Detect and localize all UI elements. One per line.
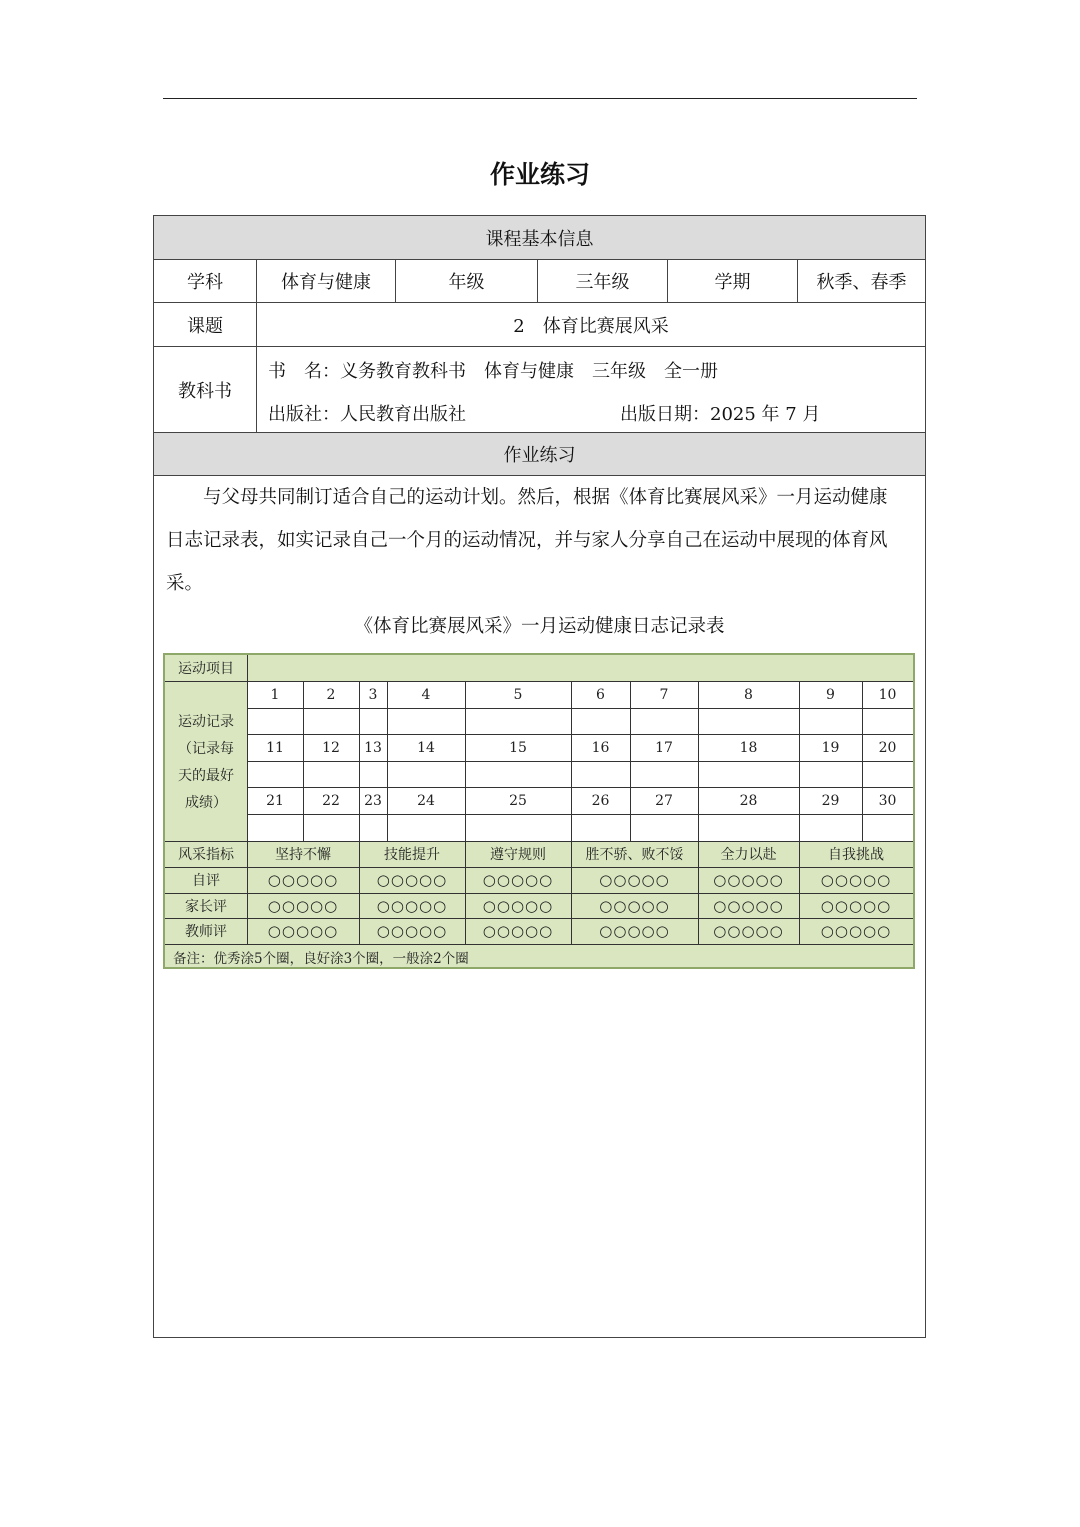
- grade-value: 三年级: [538, 260, 668, 302]
- paragraph-line-2: 日志记录表，如实记录自己一个月的运动情况，并与家人分享自己在运动中展现的体育风采。: [166, 530, 888, 594]
- item-row-bg: [165, 655, 913, 681]
- header-rule: [163, 98, 917, 99]
- day-number: 27: [655, 792, 673, 809]
- log-note: 备注：优秀涂5个圈，良好涂3个圈，一般涂2个圈: [173, 950, 469, 967]
- indicator-header: 全力以赴: [720, 847, 777, 863]
- rating-circles: ○○○○○: [713, 922, 784, 940]
- day-number: 11: [266, 739, 284, 756]
- record-label-bg: [165, 681, 247, 841]
- topic-row: [154, 303, 925, 347]
- day-number: 12: [322, 739, 340, 756]
- publisher-line: 出版社：人民教育出版社: [268, 404, 466, 425]
- day-number: 20: [878, 739, 897, 756]
- day-number: 18: [739, 739, 758, 756]
- log-table-title: 《体育比赛展风采》一月运动健康日志记录表: [354, 616, 725, 637]
- eval-row-label: 自评: [192, 873, 220, 889]
- day-number: 26: [591, 792, 610, 809]
- rating-circles: ○○○○○: [713, 871, 784, 889]
- grid-line: [247, 761, 913, 762]
- day-number: 8: [744, 686, 753, 703]
- day-number: 30: [878, 792, 897, 809]
- day-number: 19: [821, 739, 840, 756]
- term-label: 学期: [668, 260, 798, 302]
- rating-circles: ○○○○○: [267, 871, 339, 889]
- day-number: 9: [826, 686, 835, 703]
- grid-line: [247, 814, 913, 815]
- course-info-header-text: 课程基本信息: [485, 228, 594, 250]
- day-number: 28: [739, 792, 758, 809]
- day-number: 7: [659, 686, 669, 703]
- rating-circles: ○○○○○: [376, 871, 448, 889]
- eval-row-label: 家长评: [185, 898, 227, 915]
- rating-circles: ○○○○○: [482, 871, 554, 889]
- day-number: 21: [266, 792, 284, 809]
- course-info-header: [154, 216, 925, 260]
- exercise-paragraph: [166, 476, 918, 605]
- rating-circles: ○○○○○: [376, 896, 448, 915]
- day-number: 10: [878, 686, 897, 703]
- book-name-line: 书 名：义务教育教科书 体育与健康 三年级 全一册: [268, 361, 718, 382]
- rating-circles: ○○○○○: [267, 896, 339, 915]
- subject-value: 体育与健康: [257, 260, 396, 302]
- day-number: 4: [421, 686, 431, 703]
- exercise-header-text: 作业练习: [503, 445, 576, 466]
- record-label-line-4: 成绩）: [185, 795, 227, 811]
- day-number: 3: [368, 686, 378, 703]
- day-number: 24: [417, 792, 435, 809]
- rating-circles: ○○○○○: [599, 922, 670, 940]
- paragraph-line-1: 与父母共同制订适合自己的运动计划。然后，根据《体育比赛展风采》一月运动健康: [203, 487, 888, 508]
- rating-circles: ○○○○○: [820, 871, 892, 889]
- record-label-line-3: 天的最好: [178, 768, 234, 784]
- rating-circles: ○○○○○: [376, 922, 448, 940]
- indicator-header: 胜不骄、败不馁: [585, 847, 684, 863]
- textbook-row: [154, 347, 925, 433]
- topic-label: 课题: [154, 303, 257, 346]
- rating-circles: ○○○○○: [599, 896, 670, 915]
- day-number: 14: [417, 739, 435, 756]
- rating-circles: ○○○○○: [482, 896, 554, 915]
- day-number: 15: [509, 739, 527, 756]
- grid-line: [247, 708, 913, 709]
- rating-circles: ○○○○○: [599, 871, 670, 889]
- exercise-header: [154, 433, 925, 476]
- rating-circles: ○○○○○: [713, 896, 784, 915]
- rating-circles: ○○○○○: [267, 922, 339, 940]
- indicator-label: 风采指标: [178, 847, 234, 863]
- day-number: 6: [596, 686, 605, 703]
- day-number: 5: [513, 686, 523, 703]
- grid-line: [165, 944, 913, 945]
- item-label: 运动项目: [178, 661, 234, 677]
- subject-row: [154, 260, 925, 303]
- indicator-header: 坚持不懈: [275, 847, 331, 863]
- day-number: 22: [322, 792, 340, 809]
- publish-date-line: 出版日期：2025 年 7 月: [620, 404, 821, 425]
- topic-value: 2 体育比赛展风采: [513, 315, 669, 337]
- indicator-header: 技能提升: [384, 847, 440, 863]
- indicator-header: 遵守规则: [490, 847, 546, 863]
- record-label-line-2: （记录每: [178, 741, 234, 757]
- day-number: 13: [364, 739, 382, 756]
- eval-row-label: 教师评: [185, 924, 227, 940]
- rating-circles: ○○○○○: [820, 922, 892, 940]
- day-number: 1: [270, 686, 280, 703]
- rating-circles: ○○○○○: [820, 896, 892, 915]
- term-value: 秋季、春季: [816, 272, 907, 293]
- day-number: 23: [364, 792, 382, 809]
- day-number: 2: [326, 686, 336, 703]
- page-title: 作业练习: [489, 160, 590, 189]
- record-label-line-1: 运动记录: [178, 714, 234, 730]
- grade-label: 年级: [396, 260, 538, 302]
- indicator-header: 自我挑战: [828, 847, 884, 863]
- rating-circles: ○○○○○: [482, 922, 554, 940]
- textbook-label: 教科书: [154, 347, 257, 432]
- day-number: 17: [655, 739, 673, 756]
- day-number: 25: [509, 792, 527, 809]
- log-table: [163, 653, 915, 969]
- day-number: 29: [821, 792, 840, 809]
- day-number: 16: [591, 739, 610, 756]
- subject-label: 学科: [154, 260, 257, 302]
